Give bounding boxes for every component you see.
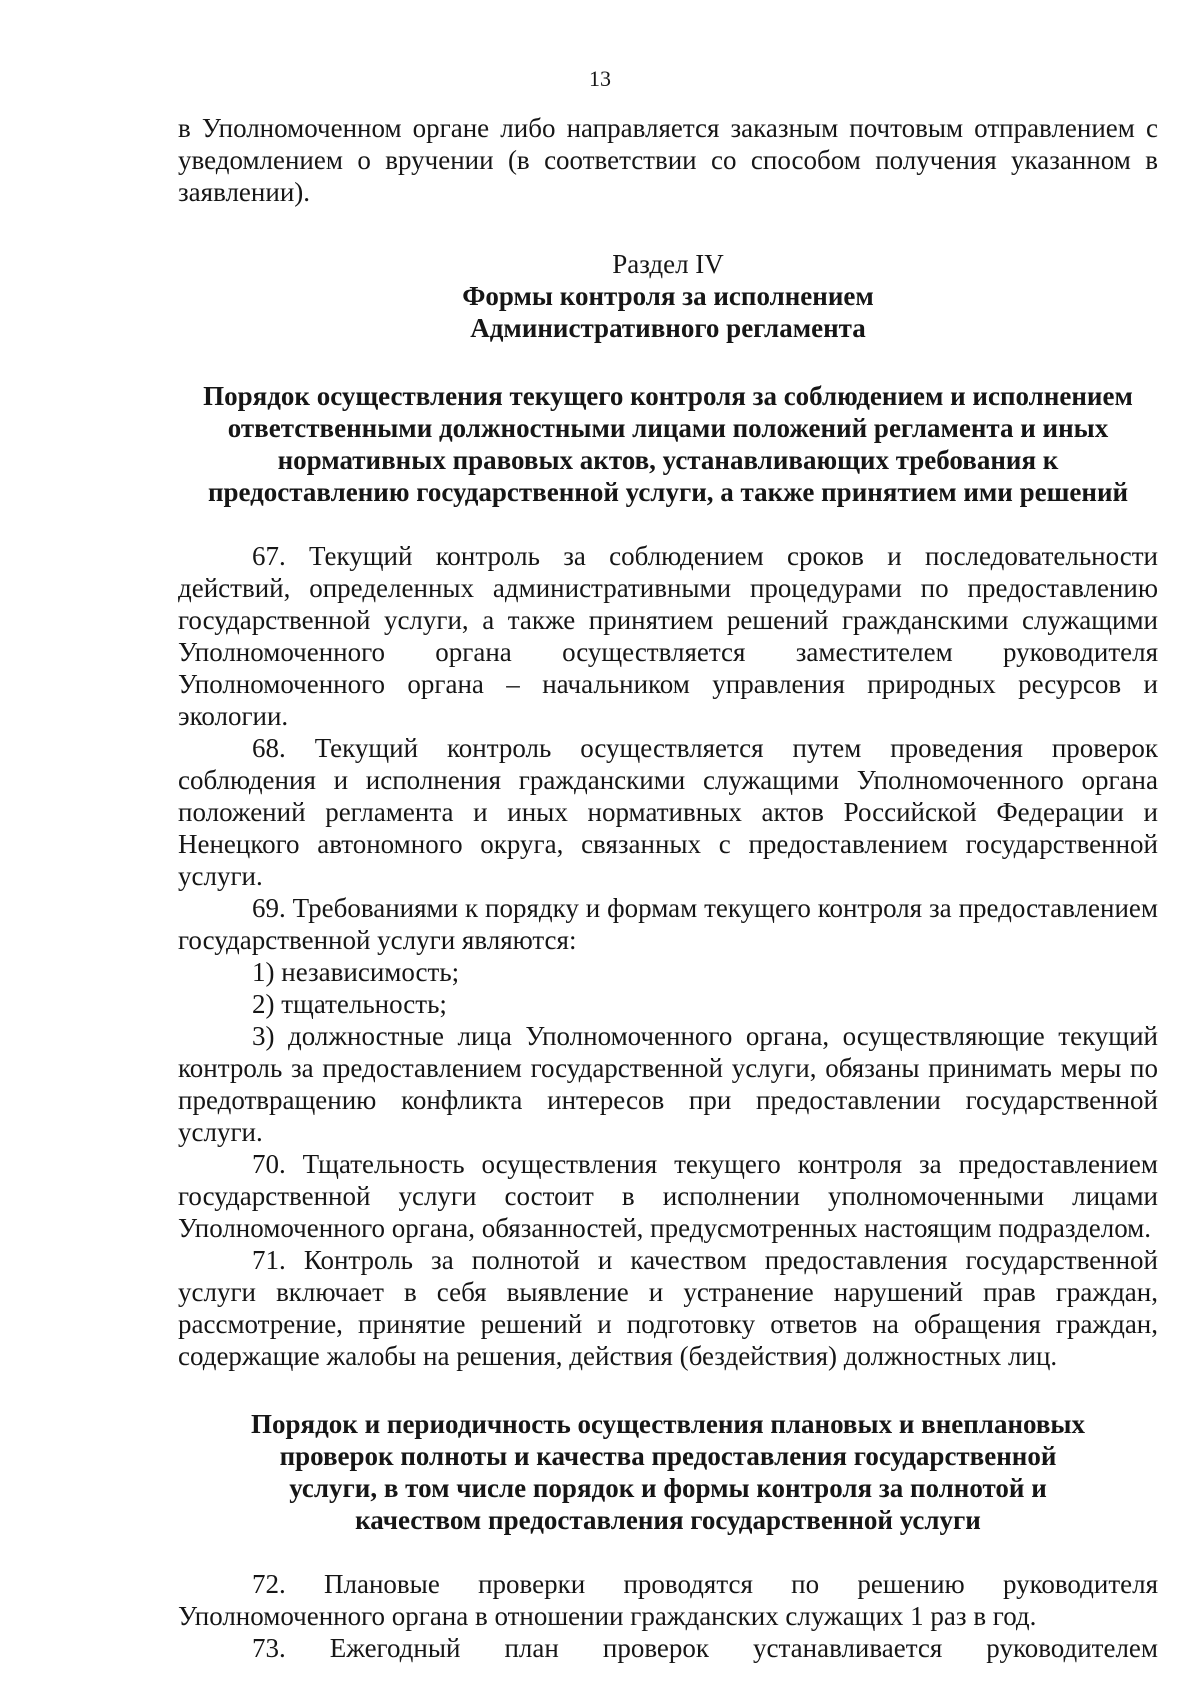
section-label: Раздел IV (612, 249, 724, 279)
intro-paragraph: в Уполномоченном органе либо направляется заказным почтовым отправлением с уведомлением о вручении (в соответствии со способом получения указанном в заявлении). (178, 113, 1158, 207)
paragraph-70: 70. Тщательность осуществления текущего контроля за предоставлением государственной услуги состоит в исполнении уполномоченными лицами Уполномоченного органа, обязанностей, предусмотренных настоящим подразделом. (178, 1149, 1158, 1243)
paragraph-72: 72. Плановые проверки проводятся по решению руководителя Уполномоченного органа в отношении гражданских служащих 1 раз в год. (178, 1569, 1158, 1631)
paragraph-71: 71. Контроль за полнотой и качеством предоставления государственной услуги включает в себя выявление и устранение нарушений прав граждан, рассмотрение, принятие решений и подготовку ответов на обращения граждан, содержащие жалобы на решения, действия (бездействия) должностных лиц. (178, 1245, 1158, 1371)
list-item-3: 3) должностные лица Уполномоченного органа, осуществляющие текущий контроль за предоставлением государственной услуги, обязаны принимать меры по предотвращению конфликта интересов при предоставлении государственной услуги. (178, 1021, 1158, 1147)
page-number: 13 (589, 66, 611, 91)
paragraph-73: 73. Ежегодный план проверок устанавливается руководителем (252, 1633, 1158, 1663)
list-item-2: 2) тщательность; (252, 989, 447, 1019)
subsection-2-title: Порядок и периодичность осуществления плановых и внеплановых проверок полноты и качества предоставления государственной услуги, в том числе порядок и формы контроля за полнотой и качеством предоставления государственной услуги (251, 1409, 1085, 1535)
section-title: Формы контроля за исполнением Административного регламента (462, 281, 874, 343)
subsection-1-title: Порядок осуществления текущего контроля за соблюдением и исполнением ответственными должностными лицами положений регламента и иных нормативных правовых актов, устанавливающих требования к предоставлению государственной услуги, а также принятием ими решений (203, 381, 1133, 507)
paragraph-67: 67. Текущий контроль за соблюдением сроков и последовательности действий, определенных административными процедурами по предоставлению государственной услуги, а также принятием решений гражданскими служащими Уполномоченного органа осуществляется заместителем руководителя Уполномоченного органа – начальником управления природных ресурсов и экологии. (178, 541, 1158, 731)
page-content (178, 112, 1158, 1664)
list-item-1: 1) независимость; (252, 957, 460, 987)
paragraph-68: 68. Текущий контроль осуществляется путем проведения проверок соблюдения и исполнения гражданскими служащими Уполномоченного органа положений регламента и иных нормативных актов Российской Федерации и Ненецкого автономного округа, связанных с предоставлением государственной услуги. (178, 733, 1158, 891)
paragraph-69: 69. Требованиями к порядку и формам текущего контроля за предоставлением государственной услуги являются: (178, 893, 1158, 955)
